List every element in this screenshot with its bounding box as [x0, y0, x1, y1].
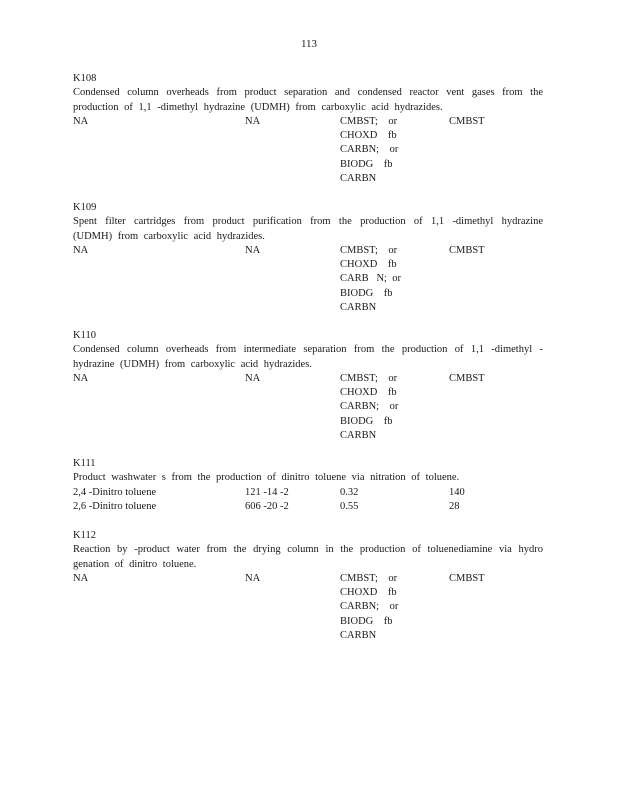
- treatment-row: [73, 244, 543, 314]
- wastewater-standard: 0.32: [340, 486, 359, 498]
- cas-number: 121 -14 -2: [245, 486, 289, 498]
- waste-entry-k112: [73, 529, 543, 642]
- constituent-row: [73, 500, 543, 514]
- technology-line: CHOXD fb: [340, 387, 397, 399]
- technology-line: CMBST; or: [340, 244, 398, 256]
- technology-list: [340, 572, 410, 643]
- waste-code: K110: [73, 330, 96, 341]
- treatment-row: [73, 115, 543, 185]
- technology-line: BIODG fb: [340, 158, 393, 170]
- cas-number: NA: [245, 115, 261, 127]
- waste-entry-k109: [73, 201, 543, 314]
- waste-code: K112: [73, 530, 96, 541]
- waste-description: Product washwater s from the production of dinitro toluene via nitration of toluene.: [73, 472, 460, 484]
- constituent: 2,6 -Dinitro toluene: [73, 500, 157, 512]
- technology-line: CARBN; or: [340, 401, 399, 413]
- waste-description: Condensed column overheads from product separation and condensed reactor vent gases from the production of 1,1 -dimethyl hydrazine (UDMH) from carboxylic acid hydrazides.: [73, 87, 543, 113]
- technology-list: [340, 244, 410, 315]
- wastewater-standard: 0.55: [340, 500, 359, 512]
- waste-code: K109: [73, 202, 97, 213]
- constituent: NA: [73, 572, 89, 584]
- technology-line: BIODG fb: [340, 615, 393, 627]
- technology-line: CMBST; or: [340, 572, 398, 584]
- cas-number: NA: [245, 372, 261, 384]
- cas-number: NA: [245, 572, 261, 584]
- waste-entry-k110: [73, 329, 543, 442]
- technology-line: CARBN: [340, 630, 377, 642]
- technology-line: CHOXD fb: [340, 587, 397, 599]
- constituent: NA: [73, 372, 89, 384]
- page-number: 113: [300, 38, 318, 50]
- treatment-standard: CMBST: [449, 244, 485, 256]
- constituent: NA: [73, 244, 89, 256]
- technology-line: CHOXD fb: [340, 259, 397, 271]
- cas-number: NA: [245, 244, 261, 256]
- technology-line: BIODG fb: [340, 415, 393, 427]
- treatment-standard: CMBST: [449, 115, 485, 127]
- waste-description: Spent filter cartridges from product purification from the production of 1,1 -dimethyl hydrazine (UDMH) from carboxylic acid hydrazides.: [73, 216, 543, 242]
- technology-list: [340, 115, 410, 186]
- constituent: NA: [73, 115, 89, 127]
- technology-list: [340, 372, 410, 443]
- waste-code: K111: [73, 458, 96, 469]
- treatment-row: [73, 372, 543, 442]
- waste-entry-k111: [73, 457, 543, 514]
- technology-line: CARBN: [340, 430, 377, 442]
- nonwastewater-standard: 140: [449, 486, 465, 498]
- waste-code: K108: [73, 73, 97, 84]
- technology-line: CMBST; or: [340, 115, 398, 127]
- treatment-row: [73, 572, 543, 642]
- treatment-standard: CMBST: [449, 572, 485, 584]
- technology-line: CMBST; or: [340, 372, 398, 384]
- technology-line: CARBN: [340, 173, 377, 185]
- technology-line: BIODG fb: [340, 287, 393, 299]
- waste-description: Reaction by -product water from the drying column in the production of toluenediamine via hydro genation of dinitro toluene.: [73, 544, 543, 570]
- treatment-standard: CMBST: [449, 372, 485, 384]
- technology-line: CARBN; or: [340, 144, 399, 156]
- waste-description: Condensed column overheads from intermediate separation from the production of 1,1 -dimethyl - hydrazine (UDMH) from carboxylic acid hydrazides.: [73, 344, 543, 370]
- nonwastewater-standard: 28: [449, 500, 460, 512]
- technology-line: CHOXD fb: [340, 130, 397, 142]
- cas-number: 606 -20 -2: [245, 500, 289, 512]
- technology-line: CARBN: [340, 302, 377, 314]
- waste-entry-k108: [73, 72, 543, 185]
- technology-line: CARB N; or: [340, 273, 401, 285]
- technology-line: CARBN; or: [340, 601, 399, 613]
- constituent: 2,4 -Dinitro toluene: [73, 486, 157, 498]
- constituent-row: [73, 486, 543, 500]
